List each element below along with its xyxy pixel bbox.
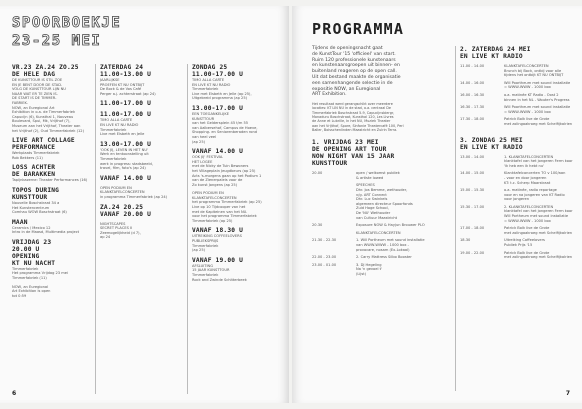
schedule-time: 14.00 - 16.00: [460, 80, 485, 85]
schedule-heading: MAAN: [12, 218, 28, 226]
schedule-text: Nouvelle Boschstraat 34 a Het Kunstencentrum Comhau WOW Boschstraat (6): [12, 200, 67, 215]
schedule-row: [460, 205, 574, 223]
schedule-text: Timmerfabriek Het programma Vrijdag 23 mei Timmerfabriek (11): [12, 266, 68, 281]
schedule-row: [460, 117, 574, 126]
schedule-item: 1. Will Portheum met sound installatie van WWW-WWW - 1000 box - provocare, nosam (Ex-Lokaal): [356, 238, 425, 252]
schedule-item: Will Poortheum met sound installatie = WWW-WWW - 1000 box: [504, 105, 571, 114]
schedule-row: [460, 226, 574, 235]
schedule-row: [460, 251, 574, 260]
intro-small-text: Het resultaat werd gerangschikt over meerdere locaties: KT LIN NU in de stad, o.a. centraal De Timmerfabriek Boschstraat 5-9, Capucijnsbiergr, Monaduru Boschstraat, Kunsthal 120, Les Livres de Anne et Lubrille, In het NU, Muziek Theater aan het Vrijthof, Spore, Sinfonie Theatercafé 100, Perl Baller, Boisschenlinden Maastricht en Zulrin Terra.: [312, 102, 404, 132]
left-column-1: [12, 64, 90, 298]
schedule-row: [460, 93, 574, 102]
schedule-heading: 13.00-17.00 U: [100, 140, 152, 148]
schedule-heading: VRIJDAG 23 20.00 U: [12, 238, 52, 253]
schedule-row: [312, 238, 450, 252]
schedule-heading: OPENING KT NU NACHT: [12, 252, 56, 267]
right-column-1: [312, 46, 450, 280]
column-divider: [455, 46, 456, 391]
schedule-row: [460, 81, 574, 90]
column-divider: [95, 64, 96, 394]
saturday-section-title: 2. ZATERDAG 24 MEI EN LIVE KT RADIO: [460, 46, 531, 60]
schedule-time: 21.30 - 22.30: [312, 238, 337, 243]
schedule-row: [460, 238, 574, 247]
sunday-schedule: [460, 155, 574, 260]
schedule-text: TIMO ALLA CARTE EN LIVE KT NU RADIO Timmerfabriek Live met Elsbeth en Jelle (ap 25), Uitgebreid programma (ap 25): [192, 78, 252, 101]
page-number-left: 6: [12, 390, 17, 397]
schedule-heading: 11.00-17.00 U: [100, 100, 152, 108]
left-page-title-line2: 23-25 MEI: [12, 33, 102, 49]
schedule-row: [460, 171, 574, 185]
schedule-row: [312, 223, 450, 228]
schedule-row: [312, 255, 450, 260]
schedule-text: TIMO ALLA CARTE EN LIVE KT NU RADIO Timmerfabriek Live met Elsbeth en Jelle: [100, 118, 145, 137]
schedule-heading: LIVE ART COLLAGE PERFORMANCE: [12, 137, 75, 152]
right-page-title: PROGRAMMA: [312, 20, 405, 38]
schedule-time: 16.00 - 16.30: [460, 92, 485, 97]
intro-text: Tijdens de openingsnacht gaat de KunstTour '15 'officieel' van start. Ruim 120 professionele kunstenaars en kunstenaarsgroepen uit binnen- en buitenland reageren op de open call. Uit dat bestand maakte de organisatie een samenhangende selectie in de expositie NOW, an Euregional ART Exhibition.: [312, 46, 401, 98]
schedule-time: [312, 231, 350, 236]
right-page: [292, 6, 582, 403]
left-page-title-line1: SPOORBOEKJE: [12, 15, 122, 31]
schedule-time: 19.00 - 22.00: [460, 250, 485, 255]
schedule-text: AFSLUITING 15 JAAR KUNSTTOUR Timmerfabriek Rock and Zwinde Schitterbeek: [192, 263, 247, 282]
schedule-heading: 11.00-17.00 U: [100, 111, 152, 119]
schedule-item: open / welkomst publiek & artiste lowed: [356, 171, 400, 180]
schedule-item: Klanktafelconcerten TO v 100/aan - voor en door jongeren KT: t.c. Scherp Maarstraat: [504, 171, 566, 185]
schedule-time: 13.00 - 14.00: [460, 154, 485, 159]
schedule-heading: VANAF 18.30 U: [192, 227, 244, 235]
schedule-item: KLANKTAFELCONCERTEN: [356, 230, 401, 235]
schedule-item: o.a. matinée KT Radio - Oost 2 binnen in het NL - Wouter's Progress: [504, 92, 570, 102]
right-column-2: [460, 46, 574, 263]
schedule-text: NOW, an Euregional Art Exhibition is open tot 0:59: [12, 284, 51, 298]
schedule-item: Patrick Bolk live de Grote met zolingaakroeg met Schelfijkalrien: [504, 250, 573, 260]
schedule-heading: VANAF 14.00 U: [192, 148, 244, 156]
schedule-row: [460, 188, 574, 202]
schedule-text: Tapijnkazerne: Theater Performances (16): [12, 178, 88, 183]
left-column-2: [100, 64, 182, 240]
schedule-heading: ZONDAG 25 11.00-17.00 U: [192, 64, 244, 78]
friday-schedule: [312, 171, 450, 276]
schedule-text: OPEN PODIUM EN KLANKTAFELCONCERTEN in programma Timmerfabriek (ap 24): [100, 185, 168, 199]
schedule-time: 18.30: [460, 238, 471, 243]
schedule-text: OPEN PODIUM EN KLANKTAFELCONCERTEN het programma Timmerfabriek (ap 25) Live op 10 Tijdcooper van het met de Kapiteinen van het NU. voor het programma Timmerfabriek Timmerfabriek (ap 25): [192, 191, 262, 223]
schedule-time: 15.00 - 15.30: [460, 188, 485, 193]
schedule-row: [460, 64, 574, 78]
left-column-3: [192, 64, 282, 282]
schedule-item: o.a. matinée, radio reportage voor en na jongeren van KT Radio voor jongeren: [504, 188, 565, 202]
schedule-text: NOW, an Euregional Art Exhibition in o.a. de Timmerfabriek Capucijn (6), Kunsthal 1, Nouveau Boulevard, Spui, Mk, Vrijthof (7), Museum aan het Vrijthof, Theater aan het Vrijthof (2), Oud Timmerfabriek (12): [12, 105, 84, 133]
schedule-item: KLANKTAFELCONCERTEN Brunch bij Bock, ontbij voor alle tijdens het ontbijt KT NU ONTBIJT: [504, 64, 564, 78]
schedule-time: 20.30: [312, 223, 323, 228]
saturday-schedule: [460, 64, 574, 127]
schedule-heading: VANAF 19.00 U: [192, 256, 244, 264]
schedule-text: Ceramics / Mexico 12 Intro in de Maasd, Multimedia project: [12, 225, 80, 235]
schedule-text: OOK JIJ' FESTIVAL HET LOGEE met de Nicky de Tuin Bewoners het Villageplain Jeugdbeurs (ap 25) Acts 's-morgens gaan op het Podium 1 van de Zienerpaleis voor de Zo kunst Jongens (ap 25): [192, 155, 262, 187]
left-page: [0, 6, 289, 403]
schedule-heading: LOSS ACHTER DE BARAKKEN: [12, 164, 56, 179]
schedule-time: 16.30 - 17.30: [460, 105, 485, 110]
schedule-time: 17.30 - 18.00: [460, 117, 485, 122]
schedule-text: Werkplaats Timmerfabriek Rob Bekkers (11): [12, 151, 60, 160]
schedule-text: NIGHTSCAPES SECRET PLACES II Zeemogelijkheid (d 7), ap 24: [100, 221, 141, 240]
schedule-time: 22.00 - 23.00: [312, 255, 337, 260]
schedule-heading: ZA.24 20.25 VANAF 20.00 U: [100, 203, 152, 218]
schedule-row: [460, 105, 574, 114]
column-divider: [187, 64, 188, 394]
schedule-item: Uitreiking Coffeelovers Publiek Prijs '15: [504, 238, 545, 248]
schedule-item: Exposure NOW & Hayjun Brouwer PLO: [356, 223, 425, 228]
schedule-row: [312, 183, 450, 220]
schedule-item: SPEECHES Dhr. Jos Bemme, wethouder, v/g. ART Connect Dhr. Luc Swinkels algemeen directeur Spoorfonds Zuid Hoge School, De 'NU' Wethouder van Cultuur Maastricht: [356, 183, 413, 220]
schedule-item: Patrick Bolk live de Grote met zolingaakroeg met Schelfijkalrien: [504, 117, 573, 126]
schedule-text: JAARLIJKSE PROEFEN KT NU ONTBIJT De Bock & de Vos Café Perger a.j. achterstraat (ap 24): [100, 78, 156, 96]
schedule-row: [460, 155, 574, 169]
schedule-item: 2. Carry Mattress Silbo Booster: [356, 255, 412, 260]
schedule-heading: 13.00-17.00 U: [192, 104, 244, 112]
schedule-time: 15.30 - 17.00: [460, 204, 485, 209]
schedule-heading: VANAF 14.00 U: [100, 174, 152, 182]
schedule-item: Patrick Bolk live de Grote met zolingaakroeg met Schelfijkalrien: [504, 226, 573, 235]
schedule-text: 'OOK JIJ, LEVEN IN HET NU' Werk en tentoonstelling uit Timmerfabriek werk in progress: stadsbeeld, travel, film, foto's (ap 24): [100, 147, 153, 171]
schedule-text: UITREIKING COFFEELOVERS PUBLIEKSPRIJS Timmerfabriek (ap 25): [192, 234, 242, 253]
schedule-text: DE KUNSTTOUR IS STIL ZOE EN JE BENT DOOR DE STAD. VOLG DE KUNSTTOUR LIJN NU NAAR WAT ER TE ZIEN IS. DE START IS DE TIMMER- FABRIEK.: [12, 78, 66, 105]
schedule-row: [312, 231, 450, 236]
schedule-time: 23.00 - 01.00: [312, 262, 337, 267]
schedule-heading: TOPOS DURING KUNSTTOUR: [12, 186, 60, 201]
sunday-section-title: 3. ZONDAG 25 MEI EN LIVE KT RADIO: [460, 136, 523, 151]
schedule-row: [312, 263, 450, 277]
schedule-heading: VR.23 ZA.24 ZO.25 DE HELE DAG: [12, 64, 79, 78]
schedule-time: 11.00 - 14.00: [460, 64, 485, 68]
schedule-time: 14.00 - 15.00: [460, 171, 485, 176]
page-number-right: 7: [565, 390, 570, 397]
schedule-text: EEN TOEGANKELIJKE KUNSTTOUR van het Geldersplein 45 t/m 55 van Aalbersehof, Campus de Hoeve, Shopping- en Seniorenberaden rond van heel veel (ap 25): [192, 111, 258, 144]
schedule-time: 20.00: [312, 171, 323, 176]
friday-section-title: 1. VRIJDAG 23 MEI DE OPENING ART TOUR NOW NIGHT VAN 15 JAAR KUNSTTOUR: [312, 139, 395, 168]
schedule-time: [312, 183, 350, 220]
schedule-item: Will Poortheum met sound installatie = WWW-WWW - 1000 box: [504, 80, 571, 90]
schedule-time: 17.00 - 18.00: [460, 226, 485, 231]
schedule-item: 2. KLANKTAFELCONCERTEN klanktafel van het jongeren Ferm koor Will Portheum met sound installatie = WWW-WWW - 1000 box: [504, 204, 573, 223]
schedule-heading: ZATERDAG 24 11.00-13.00 U: [100, 64, 152, 78]
schedule-item: 1. KLANKTAFELCONCERTEN klanktafel van het jongeren Ferm koor 'ik heb een ik hebt nu': [504, 154, 573, 168]
schedule-item: 3. DJ Hegeling Na 'n gevoel t' (Lijst): [356, 262, 383, 276]
schedule-row: [312, 171, 450, 180]
